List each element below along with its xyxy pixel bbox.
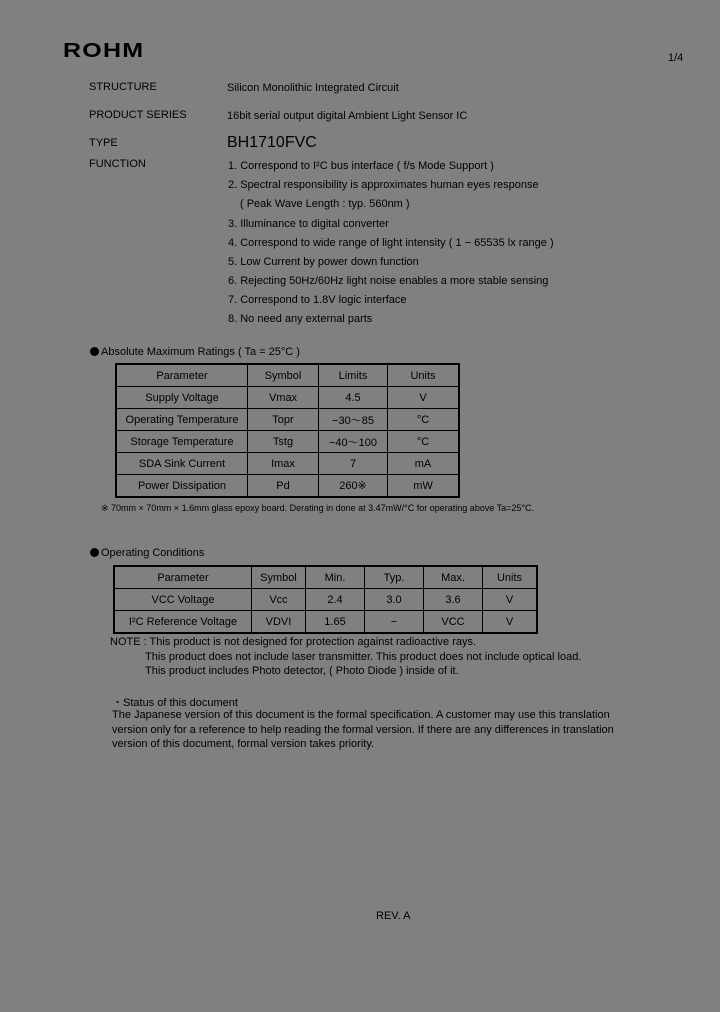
- note-line: This product includes Photo detector, ( Photo Diode ) inside of it.: [145, 665, 459, 677]
- table-cell: °C: [388, 409, 460, 431]
- structure-value: Silicon Monolithic Integrated Circuit: [227, 82, 399, 94]
- function-item: 1. Correspond to I²C bus interface ( f/s Mode Support ): [228, 160, 494, 172]
- table-header: Parameter: [114, 566, 252, 589]
- table-header: Limits: [319, 364, 388, 387]
- table-cell: mA: [388, 453, 460, 475]
- function-item: 8. No need any external parts: [228, 313, 373, 325]
- revision-label: REV. A: [376, 910, 411, 922]
- function-item: 7. Correspond to 1.8V logic interface: [228, 294, 407, 306]
- table-header: Symbol: [252, 566, 306, 589]
- table-cell: Topr: [248, 409, 319, 431]
- abs-max-title: Absolute Maximum Ratings ( Ta = 25°C ): [101, 346, 300, 358]
- table-cell: I²C Reference Voltage: [114, 611, 252, 634]
- table-cell: Vcc: [252, 589, 306, 611]
- table-header: Max.: [424, 566, 483, 589]
- op-cond-title: Operating Conditions: [101, 547, 205, 559]
- function-label: FUNCTION: [89, 158, 146, 170]
- table-row: [114, 589, 537, 611]
- table-cell: mW: [388, 475, 460, 498]
- table-cell: Vmax: [248, 387, 319, 409]
- structure-label: STRUCTURE: [89, 81, 157, 93]
- table-cell: −30～85: [319, 409, 388, 431]
- status-line: version of this document, formal version takes priority.: [112, 738, 375, 750]
- table-cell: VDVI: [252, 611, 306, 634]
- table-header: Typ.: [365, 566, 424, 589]
- table-cell: VCC Voltage: [114, 589, 252, 611]
- table-header: Units: [388, 364, 460, 387]
- table-cell: Supply Voltage: [116, 387, 248, 409]
- table-cell: Imax: [248, 453, 319, 475]
- table-cell: Operating Temperature: [116, 409, 248, 431]
- table-cell: SDA Sink Current: [116, 453, 248, 475]
- table-cell: 2.4: [306, 589, 365, 611]
- type-label: TYPE: [89, 137, 118, 149]
- op-cond-table: [113, 565, 538, 634]
- table-cell: VCC: [424, 611, 483, 634]
- status-line: The Japanese version of this document is the formal specification. A customer may use this translation: [112, 709, 610, 721]
- table-row: [116, 453, 459, 475]
- table-cell: Tstg: [248, 431, 319, 453]
- table-cell: V: [483, 589, 538, 611]
- function-item: 2. Spectral responsibility is approximates human eyes response: [228, 179, 539, 191]
- table-row: [116, 387, 459, 409]
- table-row: [116, 409, 459, 431]
- table-cell: Power Dissipation: [116, 475, 248, 498]
- table-cell: 260※: [319, 475, 388, 498]
- function-item: ( Peak Wave Length : typ. 560nm ): [240, 198, 410, 210]
- abs-max-section-title: [90, 346, 300, 358]
- note-line: This product does not include laser transmitter. This product does not include optical load.: [145, 651, 582, 663]
- op-cond-section-title: [90, 547, 204, 559]
- table-cell: °C: [388, 431, 460, 453]
- table-cell: −40～100: [319, 431, 388, 453]
- table-header: Min.: [306, 566, 365, 589]
- table-cell: −: [365, 611, 424, 634]
- table-cell: Storage Temperature: [116, 431, 248, 453]
- type-value: BH1710FVC: [227, 134, 317, 151]
- function-item: 5. Low Current by power down function: [228, 256, 419, 268]
- function-item: 3. Illuminance to digital converter: [228, 218, 389, 230]
- table-cell: V: [388, 387, 460, 409]
- bullet-icon: [90, 347, 99, 356]
- product-series-label: PRODUCT SERIES: [89, 109, 187, 121]
- rohm-logo: ROHM: [63, 40, 145, 62]
- note-line: NOTE : This product is not designed for protection against radioactive rays.: [110, 636, 477, 648]
- table-cell: 4.5: [319, 387, 388, 409]
- abs-max-table: [115, 363, 460, 498]
- abs-max-footnote: ※ 70mm × 70mm × 1.6mm glass epoxy board. Derating in done at 3.47mW/°C for operating above Ta=25°C.: [101, 503, 535, 513]
- table-cell: 3.0: [365, 589, 424, 611]
- table-row: [116, 475, 459, 498]
- table-row: [116, 431, 459, 453]
- table-cell: Pd: [248, 475, 319, 498]
- function-item: 4. Correspond to wide range of light intensity ( 1 − 65535 lx range ): [228, 237, 554, 249]
- table-cell: 7: [319, 453, 388, 475]
- page-number: 1/4: [668, 52, 684, 64]
- table-header: Symbol: [248, 364, 319, 387]
- status-title: ・Status of this document: [112, 697, 238, 709]
- table-cell: V: [483, 611, 538, 634]
- product-series-value: 16bit serial output digital Ambient Light Sensor IC: [227, 110, 468, 122]
- function-item: 6. Rejecting 50Hz/60Hz light noise enables a more stable sensing: [228, 275, 549, 287]
- table-header: Units: [483, 566, 538, 589]
- bullet-icon: [90, 548, 99, 557]
- table-row: [114, 611, 537, 634]
- table-header: Parameter: [116, 364, 248, 387]
- table-cell: 1.65: [306, 611, 365, 634]
- table-cell: 3.6: [424, 589, 483, 611]
- status-line: version only for a reference to help reading the formal version. If there are any differences in translation: [112, 724, 614, 736]
